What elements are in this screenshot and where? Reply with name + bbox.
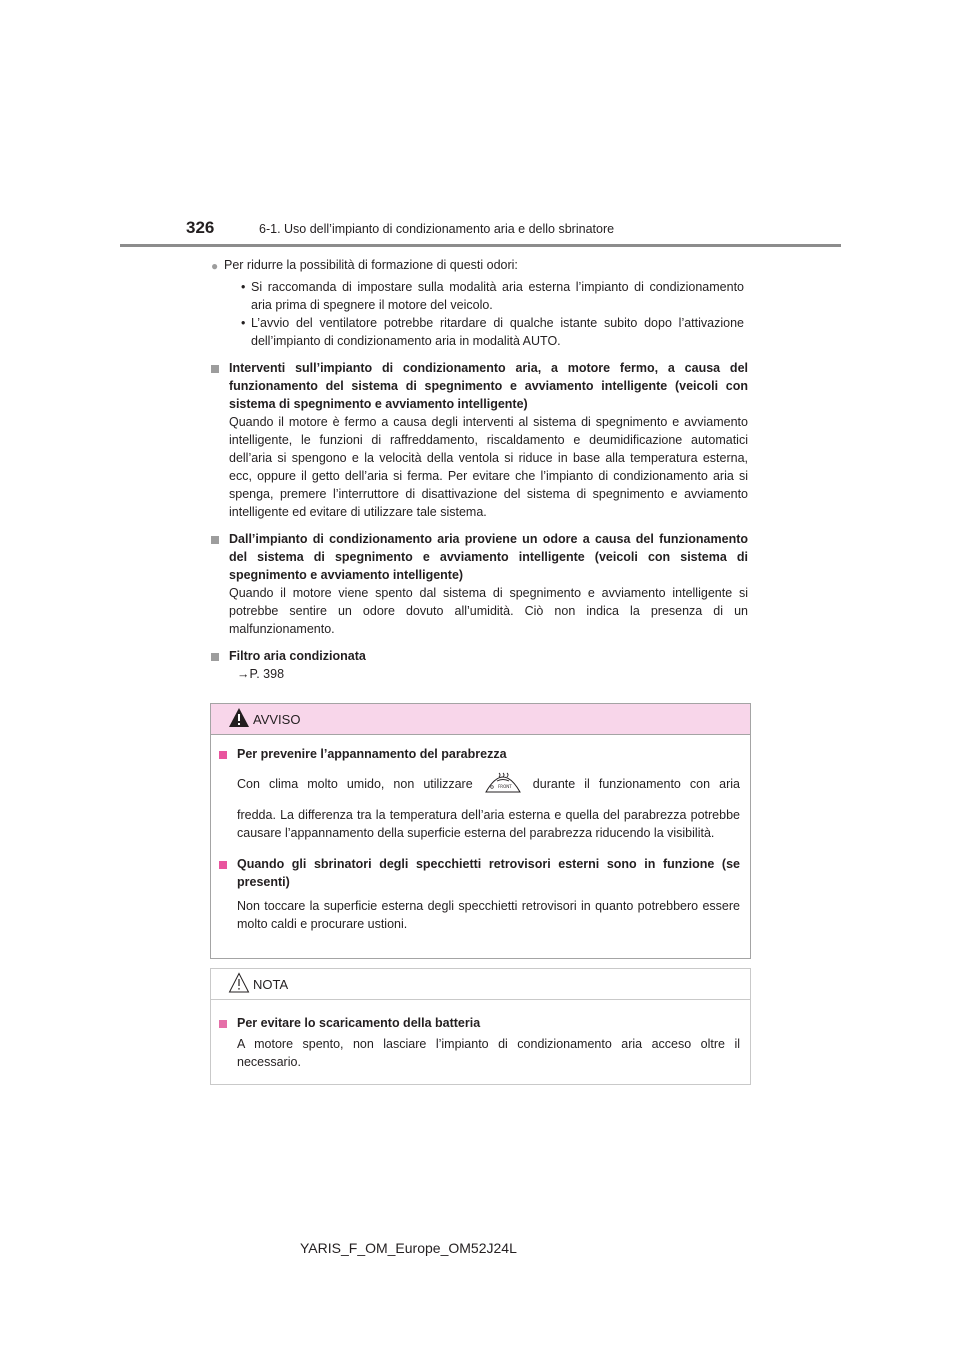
warning-box: [210, 703, 751, 959]
square-bullet-icon: [219, 751, 227, 759]
section-body: Quando il motore viene spento dal sistema di spegnimento e avviamento intelligente si potrebbe sentire un odore dovuto all’umidità. Ciò non indica la presenza di un malfunzionamento.: [229, 586, 748, 636]
warning-triangle-icon: [228, 707, 250, 729]
note-heading: Per evitare lo scaricamento della batteria: [219, 1014, 740, 1032]
svg-text:FRONT: FRONT: [497, 783, 512, 789]
square-bullet-icon: [211, 365, 219, 373]
square-bullet-icon: [211, 536, 219, 544]
header-divider: [120, 244, 841, 247]
page-reference[interactable]: →P. 398: [237, 667, 285, 681]
warning-header: [211, 704, 750, 735]
square-bullet-icon: [219, 1020, 227, 1028]
warning-text: fredda. La differenza tra la temperatura dell’aria esterna e quella del parabrezza potrebbe causare l’appannamento della superficie esterna del parabrezza riducendo la visibilità.: [237, 808, 740, 841]
warning-text: Con clima molto umido, non utilizzare FRONT durante il funzionamento con aria: [219, 775, 740, 794]
square-bullet-icon: [219, 861, 227, 869]
odors-intro: ● Per ridurre la possibilità di formazione di questi odori:: [211, 258, 518, 273]
odors-bullet: • L’avvio del ventilatore potrebbe ritardare di qualche istante subito dopo l’attivazione dell’impianto di condizionamento aria in modalità AUTO.: [241, 316, 744, 348]
warning-body: [211, 745, 750, 933]
note-label: NOTA: [253, 977, 289, 992]
note-header: [211, 969, 750, 1000]
document-code: YARIS_F_OM_Europe_OM52J24L: [300, 1240, 517, 1256]
circle-bullet-icon: ●: [211, 259, 219, 273]
warning-heading: Quando gli sbrinatori degli specchietti retrovisori esterni sono in funzione (se presenti): [219, 855, 740, 891]
dot-bullet-icon: •: [241, 280, 246, 294]
note-body: [211, 1014, 750, 1071]
section-heading: Interventi sull’impianto di condizionamento aria, a motore fermo, a causa del funzionamento del sistema di spegnimento e avviamento intelligente (veicoli con sistema di spegnimento e avviamento intelligente): [211, 359, 748, 413]
warning-label: AVVISO: [253, 712, 301, 727]
front-defroster-button-icon: [484, 768, 522, 794]
square-bullet-icon: [211, 653, 219, 661]
note-box: [210, 968, 751, 1085]
odors-bullet: • Si raccomanda di impostare sulla modalità aria esterna l’impianto di condizionamento aria prima di spegnere il motore del veicolo.: [241, 280, 744, 312]
page-number: 326: [186, 218, 215, 237]
warning-text: Non toccare la superficie esterna degli specchietti retrovisori in quanto potrebbero essere molto caldi e procurare ustioni.: [237, 898, 740, 931]
section-heading: Dall’impianto di condizionamento aria proviene un odore a causa del funzionamento del sistema di spegnimento e avviamento intelligente (veicoli con sistema di spegnimento e avviamento intelligente): [211, 530, 748, 584]
caution-triangle-outline-icon: [228, 972, 250, 994]
note-text: A motore spento, non lasciare l’impianto di condizionamento aria acceso oltre il necessario.: [237, 1037, 740, 1069]
main-content: [211, 253, 748, 683]
section-heading: Filtro aria condizionata: [211, 647, 748, 665]
warning-heading: Per prevenire l’appannamento del parabrezza: [219, 745, 740, 763]
section-body: Quando il motore è fermo a causa degli interventi al sistema di spegnimento e avviamento intelligente, le funzioni di raffreddamento, riscaldamento e deumidificazione automatici dell’aria si spengono e la velocità della ventola si riduce in base alla temperatura esterna, ecc, oppure il getto dell’aria si ferma. Per evitare che l’impianto di condizionamento aria si spenga, premere l’interruttore di disattivazione del sistema di spegnimento e avviamento intelligente ed evitare di utilizzare tale sistema.: [229, 415, 748, 519]
dot-bullet-icon: •: [241, 316, 246, 330]
section-title: 6-1. Uso dell’impianto di condizionamento aria e dello sbrinatore: [259, 222, 615, 236]
